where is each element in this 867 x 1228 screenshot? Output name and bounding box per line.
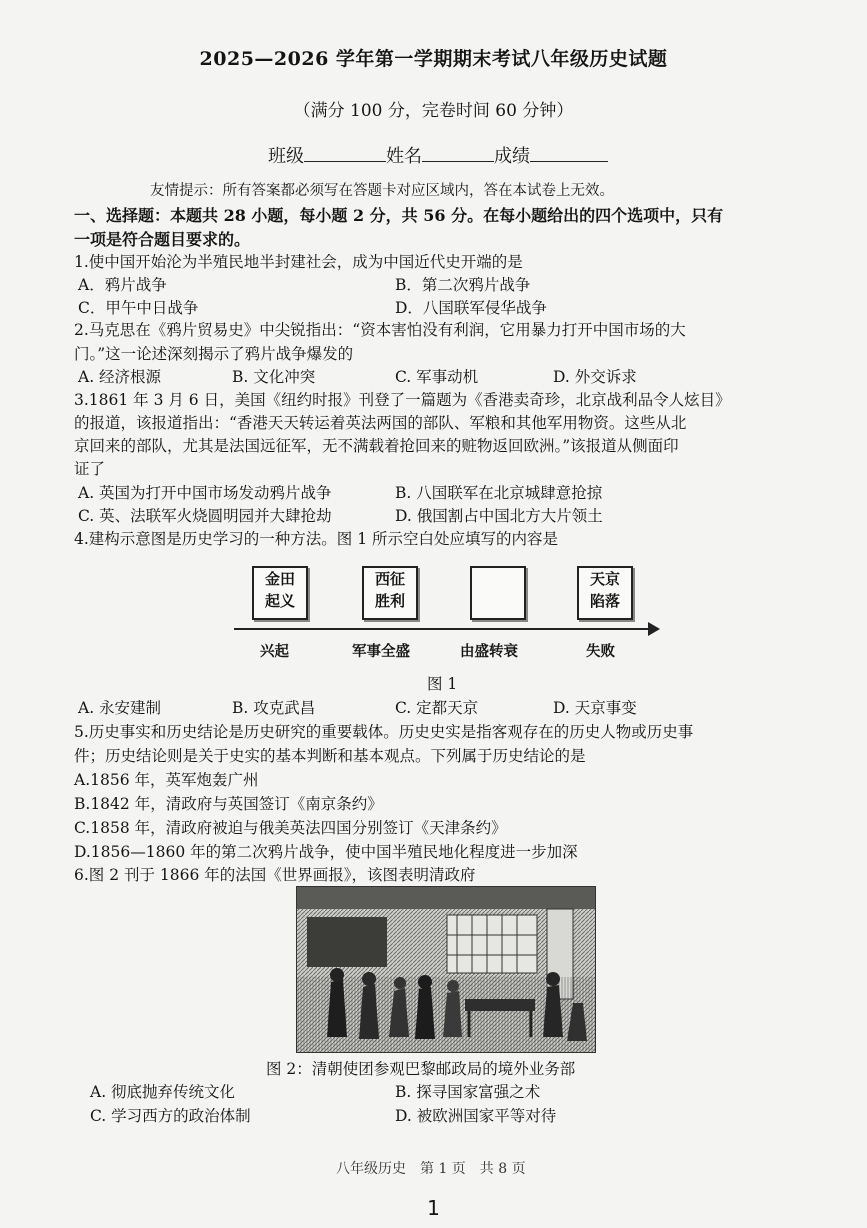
q4-option-c: C. 定都天京 xyxy=(395,699,479,717)
class-blank xyxy=(304,143,386,162)
q2-option-a: A. 经济根源 xyxy=(78,368,162,386)
diagram-box-text: 天京 xyxy=(589,570,620,588)
timeline-axis xyxy=(234,628,652,630)
q2-option-c: C. 军事动机 xyxy=(395,368,479,386)
diagram-box-text: 胜利 xyxy=(374,592,405,610)
diagram-box-text: 西征 xyxy=(374,570,405,588)
q5-option-d: D.1856—1860 年的第二次鸦片战争，使中国半殖民地化程度进一步加深 xyxy=(74,843,578,861)
q3-option-a: A. 英国为打开中国市场发动鸦片战争 xyxy=(78,484,332,502)
q1-stem: 1.使中国开始沦为半殖民地半封建社会，成为中国近代史开端的是 xyxy=(74,253,523,271)
q3-option-c: C. 英、法联军火烧圆明园并大肆抢劫 xyxy=(78,507,332,525)
diagram-box-text: 陷落 xyxy=(589,592,620,610)
q3-stem-line1: 3.1861 年 3 月 6 日，美国《纽约时报》刊登了一篇题为《香港卖奇珍，北京战利品令人炫目》 xyxy=(74,391,731,409)
stage-label-decline: 由盛转衰 xyxy=(460,643,518,660)
q5-option-a: A.1856 年，英军炮轰广州 xyxy=(74,771,259,789)
q6-option-a: A. 彻底抛弃传统文化 xyxy=(90,1083,236,1101)
name-blank xyxy=(422,143,494,162)
q5-option-b: B.1842 年，清政府与英国签订《南京条约》 xyxy=(74,795,383,813)
q1-option-b: B．第二次鸦片战争 xyxy=(395,276,531,294)
q2-option-b: B. 文化冲突 xyxy=(232,368,316,386)
score-blank xyxy=(530,143,608,162)
page-number: 1 xyxy=(427,1196,440,1220)
q1-option-a: A．鸦片战争 xyxy=(78,276,167,294)
figure-1-label: 图 1 xyxy=(427,675,458,693)
name-label: 姓名 xyxy=(386,146,422,167)
q6-option-b: B. 探寻国家富强之术 xyxy=(395,1083,541,1101)
exam-title: 2025—2026 学年第一学期期末考试八年级历史试题 xyxy=(199,48,668,70)
figure-1-diagram xyxy=(234,560,664,670)
q5-stem-line1: 5.历史事实和历史结论是历史研究的重要载体。历史史实是指客观存在的历史人物或历史事 xyxy=(74,723,694,741)
q3-option-d: D. 俄国割占中国北方大片领土 xyxy=(395,507,603,525)
stage-label-rise: 兴起 xyxy=(260,643,289,660)
diagram-box-tianjing xyxy=(577,566,633,620)
section-heading-line1: 一、选择题：本题共 28 小题，每小题 2 分，共 56 分。在每小题给出的四个选项中，只有 xyxy=(74,206,724,225)
q3-stem-line2: 的报道，该报道指出：“香港天天转运着英法两国的部队、军粮和其他军用物资。这些从北 xyxy=(74,414,687,432)
q2-stem-line2: 门。”这一论述深刻揭示了鸦片战争爆发的 xyxy=(74,345,354,363)
friendly-tip: 友情提示：所有答案都必须写在答题卡对应区域内，答在本试卷上无效。 xyxy=(150,183,614,199)
arrow-right-icon xyxy=(648,622,660,636)
q4-stem: 4.建构示意图是历史学习的一种方法。图 1 所示空白处应填写的内容是 xyxy=(74,530,559,548)
page-footer: 八年级历史 第 1 页 共 8 页 xyxy=(336,1161,526,1177)
stage-label-peak: 军事全盛 xyxy=(352,643,410,660)
q5-stem-line2: 件；历史结论则是关于史实的基本判断和基本观点。下列属于历史结论的是 xyxy=(74,747,586,765)
score-label: 成绩 xyxy=(494,146,530,167)
q3-stem-line4: 证了 xyxy=(74,460,106,478)
section-heading-line2: 一项是符合题目要求的。 xyxy=(74,230,251,249)
class-label: 班级 xyxy=(268,146,304,167)
q1-option-c: C．甲午中日战争 xyxy=(78,299,199,317)
q6-stem: 6.图 2 刊于 1866 年的法国《世界画报》，该图表明清政府 xyxy=(74,866,476,884)
diagram-box-xizheng xyxy=(362,566,418,620)
q3-option-b: B. 八国联军在北京城肆意抢掠 xyxy=(395,484,603,502)
diagram-box-text: 金田 xyxy=(264,570,295,588)
student-info-fields xyxy=(268,142,608,168)
q3-stem-line3: 京回来的部队，尤其是法国远征军，无不满载着抢回来的赃物返回欧洲。”该报道从侧面印 xyxy=(74,437,679,455)
q6-option-d: D. 被欧洲国家平等对待 xyxy=(395,1107,557,1125)
figure-2-caption: 图 2：清朝使团参观巴黎邮政局的境外业务部 xyxy=(266,1060,576,1078)
q4-option-d: D. 天京事变 xyxy=(553,699,637,717)
q2-stem-line1: 2.马克思在《鸦片贸易史》中尖锐指出：“资本害怕没有利润，它用暴力打开中国市场的大 xyxy=(74,321,686,339)
figure-2-engraving-image xyxy=(296,886,596,1053)
diagram-box-text: 起义 xyxy=(264,592,295,610)
q5-option-c: C.1858 年，清政府被迫与俄美英法四国分别签订《天津条约》 xyxy=(74,819,507,837)
exam-subtitle: （满分 100 分，完卷时间 60 分钟） xyxy=(293,101,574,121)
diagram-box-jintian xyxy=(252,566,308,620)
q2-option-d: D. 外交诉求 xyxy=(553,368,637,386)
stage-label-fail: 失败 xyxy=(586,643,615,660)
diagram-box-blank xyxy=(470,566,526,620)
q1-option-d: D．八国联军侵华战争 xyxy=(395,299,547,317)
q4-option-b: B. 攻克武昌 xyxy=(232,699,316,717)
q6-option-c: C. 学习西方的政治体制 xyxy=(90,1107,251,1125)
q4-option-a: A. 永安建制 xyxy=(78,699,162,717)
